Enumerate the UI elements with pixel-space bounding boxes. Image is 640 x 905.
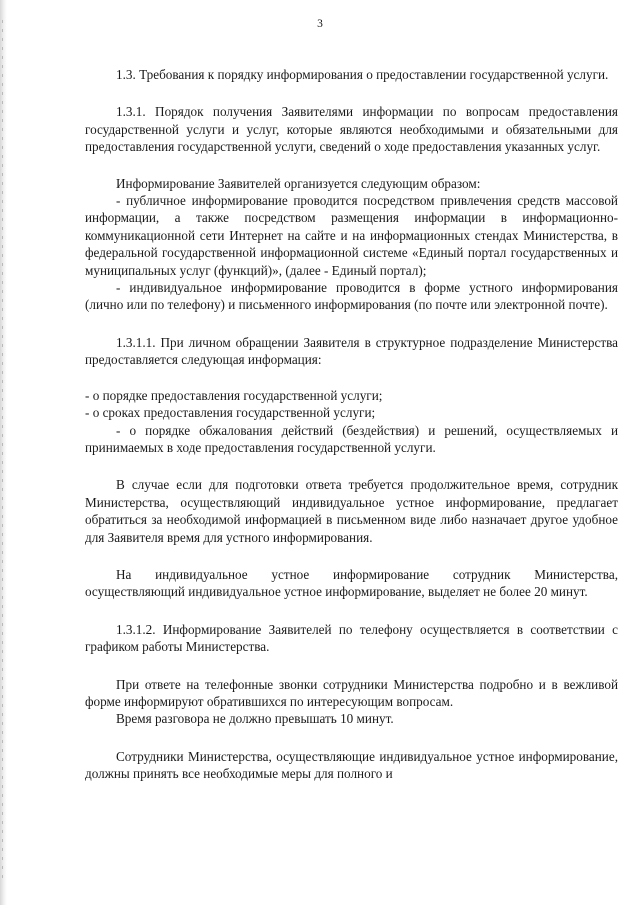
document-body — [85, 66, 618, 783]
paragraph-time-limit-20: На индивидуальное устное информирование сотрудник Министерства, осуществляющий индивидуальное устное информирование, выделяет не более 20 минут. — [85, 566, 618, 600]
paragraph-staff-measures: Сотрудники Министерства, осуществляющие индивидуальное устное информирование, должны принять все необходимые меры для полного и — [85, 748, 618, 782]
section-heading-1-3: 1.3. Требования к порядку информирования о предоставлении государственной услуги. — [116, 67, 609, 82]
page-number: 3 — [317, 18, 323, 30]
paragraph-1-3-1: 1.3.1. Порядок получения Заявителями информации по вопросам предоставления государственной услуги и услуг, которые являются необходимыми и обязательными для предоставления государственной услуги, сведений о ходе предоставления указанных услуг. — [85, 104, 618, 155]
paragraph-1-3-1-1: 1.3.1.1. При личном обращении Заявителя в структурное подразделение Министерства предоставляется следующая информация: — [85, 334, 618, 368]
paragraph-time-limit-10: Время разговора не должно превышать 10 минут. — [116, 711, 394, 727]
list-item-procedure: - о порядке предоставления государственной услуги; — [85, 387, 383, 403]
list-item-appeal: - о порядке обжалования действий (бездействия) и решений, осуществляемых и принимаемых в ходе предоставления государственной услуги. — [85, 422, 618, 455]
list-item-public-informing: - публичное информирование проводится посредством привлечения средств массовой информации, а также посредством размещения информации в информационно-коммуникационной сети Интернет на сайте и на информационных стендах Министерства, в федеральной государственной информационной системе «Единый портал государственных и муниципальных услуг (функций)», (далее - Единый портал); — [85, 193, 618, 278]
paragraph-phone-answers: При ответе на телефонные звонки сотрудники Министерства подробно и в вежливой форме информируют обратившихся по интересующим вопросам. — [85, 676, 618, 709]
list-item-individual-informing: - индивидуальное информирование проводится в форме устного информирования (лично или по телефону) и письменного информирования (по почте или электронной почте). — [85, 280, 618, 313]
scan-edge — [0, 0, 7, 905]
paragraph-long-answer: В случае если для подготовки ответа требуется продолжительное время, сотрудник Министерства, осуществляющий индивидуальное устное информирование, предлагает обратиться за необходимой информацией в письменном виде либо назначает другое удобное для Заявителя время для устного информирования. — [85, 477, 618, 545]
list-item-terms: - о сроках предоставления государственной услуги; — [85, 405, 376, 421]
paragraph-informing-intro: Информирование Заявителей организуется следующим образом: — [116, 175, 481, 191]
paragraph-1-3-1-2: 1.3.1.2. Информирование Заявителей по телефону осуществляется в соответствии с графиком работы Министерства. — [85, 621, 618, 655]
